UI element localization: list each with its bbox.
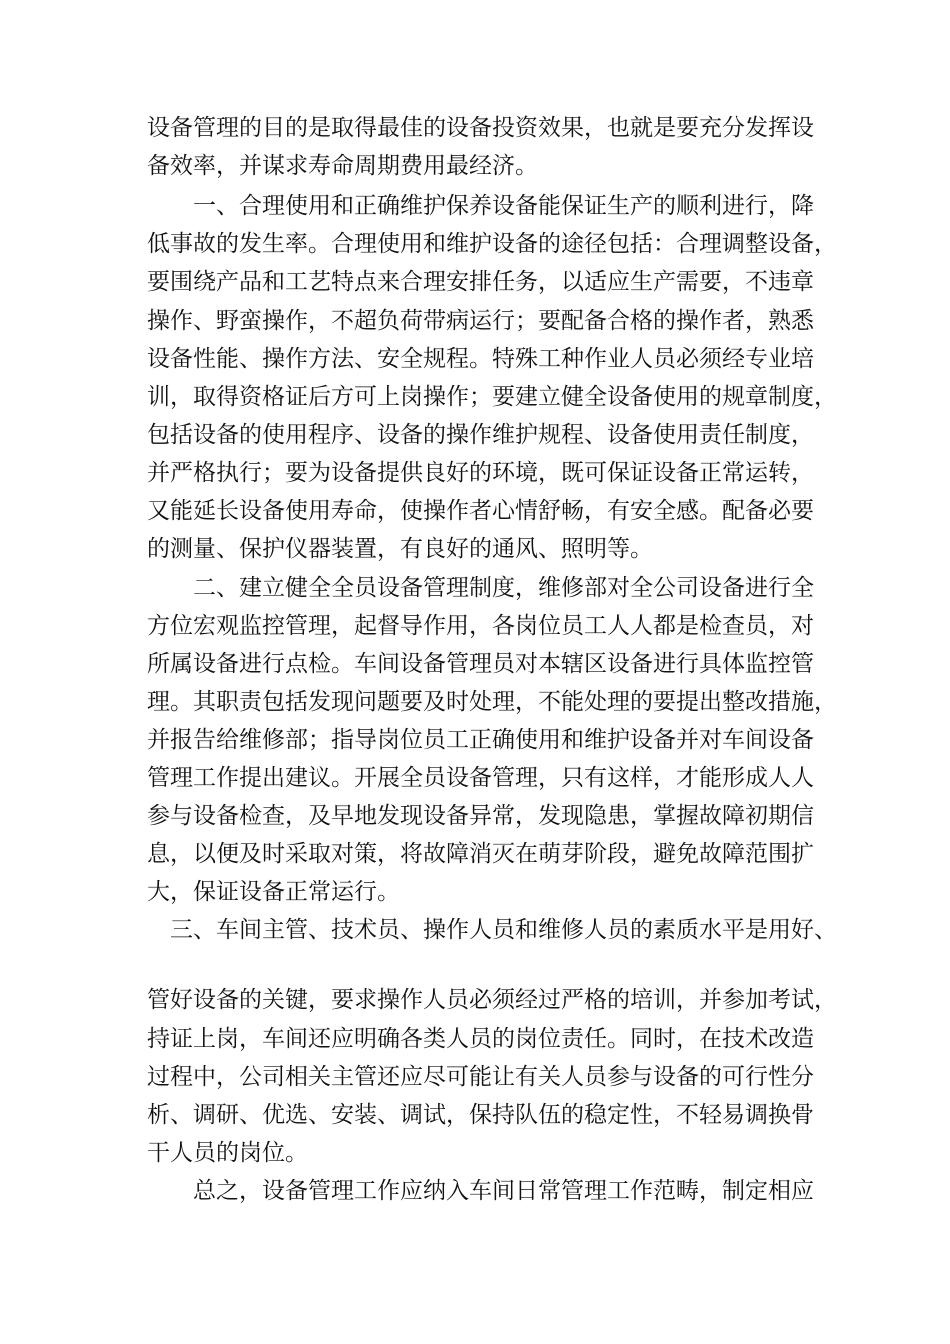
text-line: 参与设备检查，及早地发现设备异常，发现隐患，掌握故障初期信 [147, 803, 814, 829]
text-line: 总之，设备管理工作应纳入车间日常管理工作范畴，制定相应 [147, 1178, 814, 1204]
text-line: 又能延长设备使用寿命，使操作者心情舒畅，有安全感。配备必要 [147, 498, 814, 524]
text-line: 方位宏观监控管理，起督导作用，各岗位员工人人都是检查员，对 [147, 613, 814, 639]
text-line: 操作、野蛮操作，不超负荷带病运行；要配备合格的操作者，熟悉 [147, 308, 814, 334]
text-line: 管好设备的关键，要求操作人员必须经过严格的培训，并参加考试， [147, 987, 837, 1013]
text-line: 低事故的发生率。合理使用和维护设备的途径包括：合理调整设备， [147, 231, 837, 257]
text-line: 析、调研、优选、安装、调试，保持队伍的稳定性，不轻易调换骨 [147, 1102, 814, 1128]
text-line: 并严格执行；要为设备提供良好的环境，既可保证设备正常运转， [147, 460, 814, 486]
text-line: 所属设备进行点检。车间设备管理员对本辖区设备进行具体监控管 [147, 651, 814, 677]
text-line: 训，取得资格证后方可上岗操作；要建立健全设备使用的规章制度， [147, 384, 837, 410]
text-line: 持证上岗，车间还应明确各类人员的岗位责任。同时，在技术改造 [147, 1026, 814, 1052]
text-line: 包括设备的使用程序、设备的操作维护规程、设备使用责任制度， [147, 422, 814, 448]
text-line: 的测量、保护仪器装置，有良好的通风、照明等。 [147, 536, 653, 562]
text-line: 设备管理的目的是取得最佳的设备投资效果，也就是要充分发挥设 [147, 115, 814, 141]
text-line: 二、建立健全全员设备管理制度，维修部对全公司设备进行全 [147, 575, 814, 601]
text-line: 设备性能、操作方法、安全规程。特殊工种作业人员必须经专业培 [147, 346, 814, 372]
text-line: 大，保证设备正常运行。 [147, 879, 400, 905]
text-line: 过程中，公司相关主管还应尽可能让有关人员参与设备的可行性分 [147, 1064, 814, 1090]
text-line: 三、车间主管、技术员、操作人员和维修人员的素质水平是用好、 [147, 917, 837, 943]
text-line: 理。其职责包括发现问题要及时处理，不能处理的要提出整改措施， [147, 689, 837, 715]
text-line: 并报告给维修部；指导岗位员工正确使用和维护设备并对车间设备 [147, 727, 814, 753]
text-line: 要围绕产品和工艺特点来合理安排任务，以适应生产需要，不违章 [147, 269, 814, 295]
text-line: 息，以便及时采取对策，将故障消灭在萌芽阶段，避免故障范围扩 [147, 841, 814, 867]
text-line: 一、合理使用和正确维护保养设备能保证生产的顺利进行，降 [147, 193, 814, 219]
text-line: 备效率，并谋求寿命周期费用最经济。 [147, 153, 538, 179]
text-line: 管理工作提出建议。开展全员设备管理，只有这样，才能形成人人 [147, 765, 814, 791]
text-line: 干人员的岗位。 [147, 1140, 308, 1166]
